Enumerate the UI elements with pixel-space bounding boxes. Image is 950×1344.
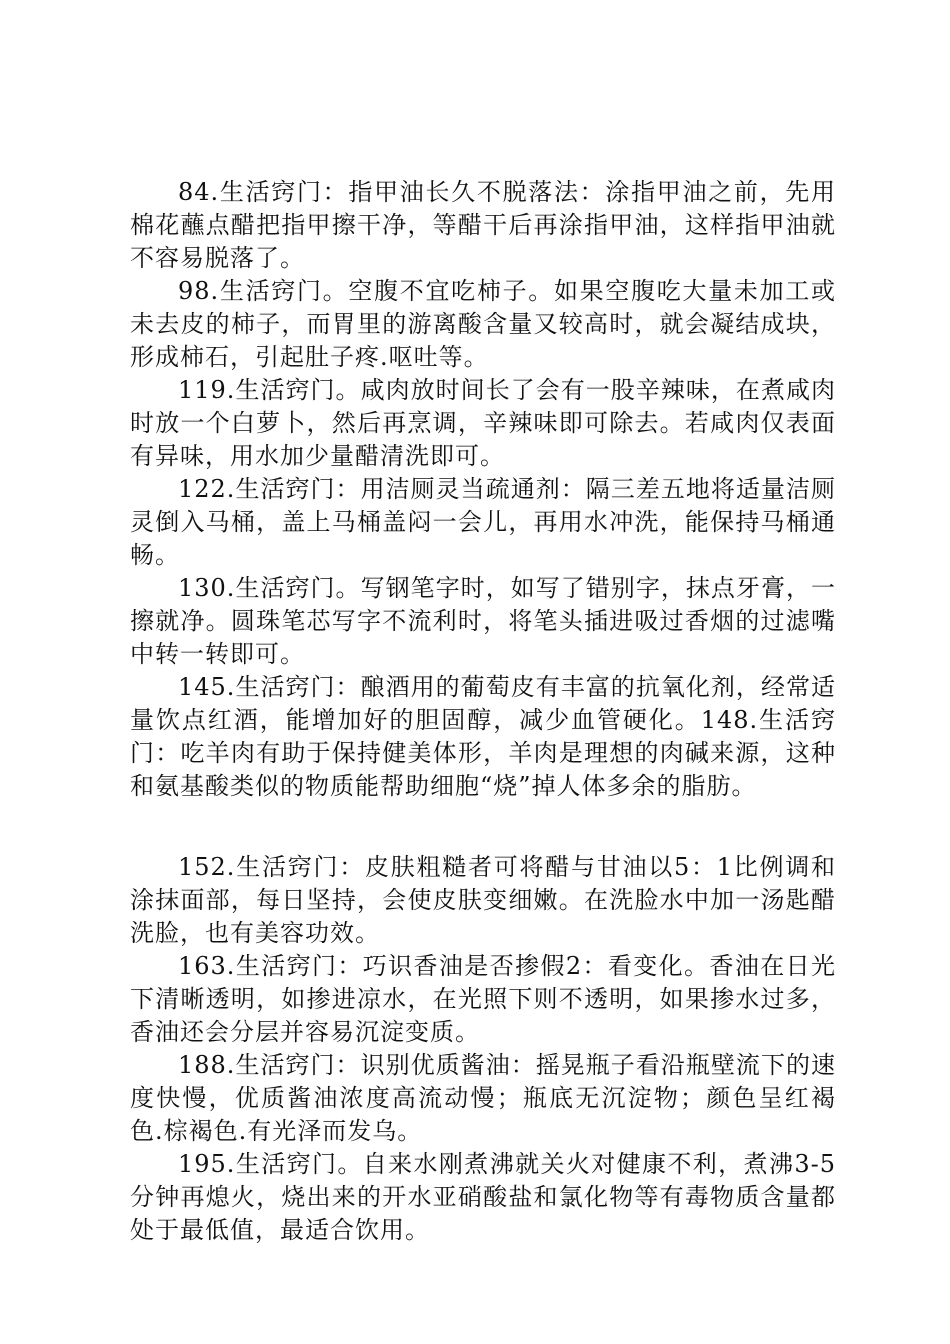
paragraph-152: 152.生活窍门：皮肤粗糙者可将醋与甘油以5：1比例调和涂抹面部，每日坚持，会使皮肤变细嫩。在洗脸水中加一汤匙醋洗脸，也有美容功效。: [130, 853, 836, 947]
document-body: [130, 176, 836, 1247]
paragraph-188: 188.生活窍门：识别优质酱油：摇晃瓶子看沿瓶壁流下的速度快慢，优质酱油浓度高流动慢；瓶底无沉淀物；颜色呈红褐色.棕褐色.有光泽而发乌。: [130, 1051, 836, 1145]
paragraph-98: 98.生活窍门。空腹不宜吃柿子。如果空腹吃大量未加工或未去皮的柿子，而胃里的游离酸含量又较高时，就会凝结成块，形成柿石，引起肚子疼.呕吐等。: [130, 277, 836, 371]
paragraph-122: 122.生活窍门：用洁厕灵当疏通剂：隔三差五地将适量洁厕灵倒入马桶，盖上马桶盖闷一会儿，再用水冲洗，能保持马桶通畅。: [130, 475, 836, 569]
paragraph-119: 119.生活窍门。咸肉放时间长了会有一股辛辣味，在煮咸肉时放一个白萝卜，然后再烹调，辛辣味即可除去。若咸肉仅表面有异味，用水加少量醋清洗即可。: [130, 376, 836, 470]
paragraph-195: 195.生活窍门。自来水刚煮沸就关火对健康不利，煮沸3-5分钟再熄火，烧出来的开水亚硝酸盐和氯化物等有毒物质含量都处于最低值，最适合饮用。: [130, 1150, 836, 1244]
paragraph-163: 163.生活窍门：巧识香油是否掺假2：看变化。香油在日光下清晰透明，如掺进凉水，在光照下则不透明，如果掺水过多，香油还会分层并容易沉淀变质。: [130, 952, 836, 1046]
paragraph-84: 84.生活窍门：指甲油长久不脱落法：涂指甲油之前，先用棉花蘸点醋把指甲擦干净，等醋干后再涂指甲油，这样指甲油就不容易脱落了。: [130, 178, 836, 272]
paragraph-145: 145.生活窍门：酿酒用的葡萄皮有丰富的抗氧化剂，经常适量饮点红酒，能增加好的胆固醇，减少血管硬化。148.生活窍门：吃羊肉有助于保持健美体形，羊肉是理想的肉碱来源，这种和氨基酸类似的物质能帮助细胞“烧”掉人体多余的脂肪。: [130, 673, 836, 800]
paragraph-130: 130.生活窍门。写钢笔字时，如写了错别字，抹点牙膏，一擦就净。圆珠笔芯写字不流利时，将笔头插进吸过香烟的过滤嘴中转一转即可。: [130, 574, 836, 668]
